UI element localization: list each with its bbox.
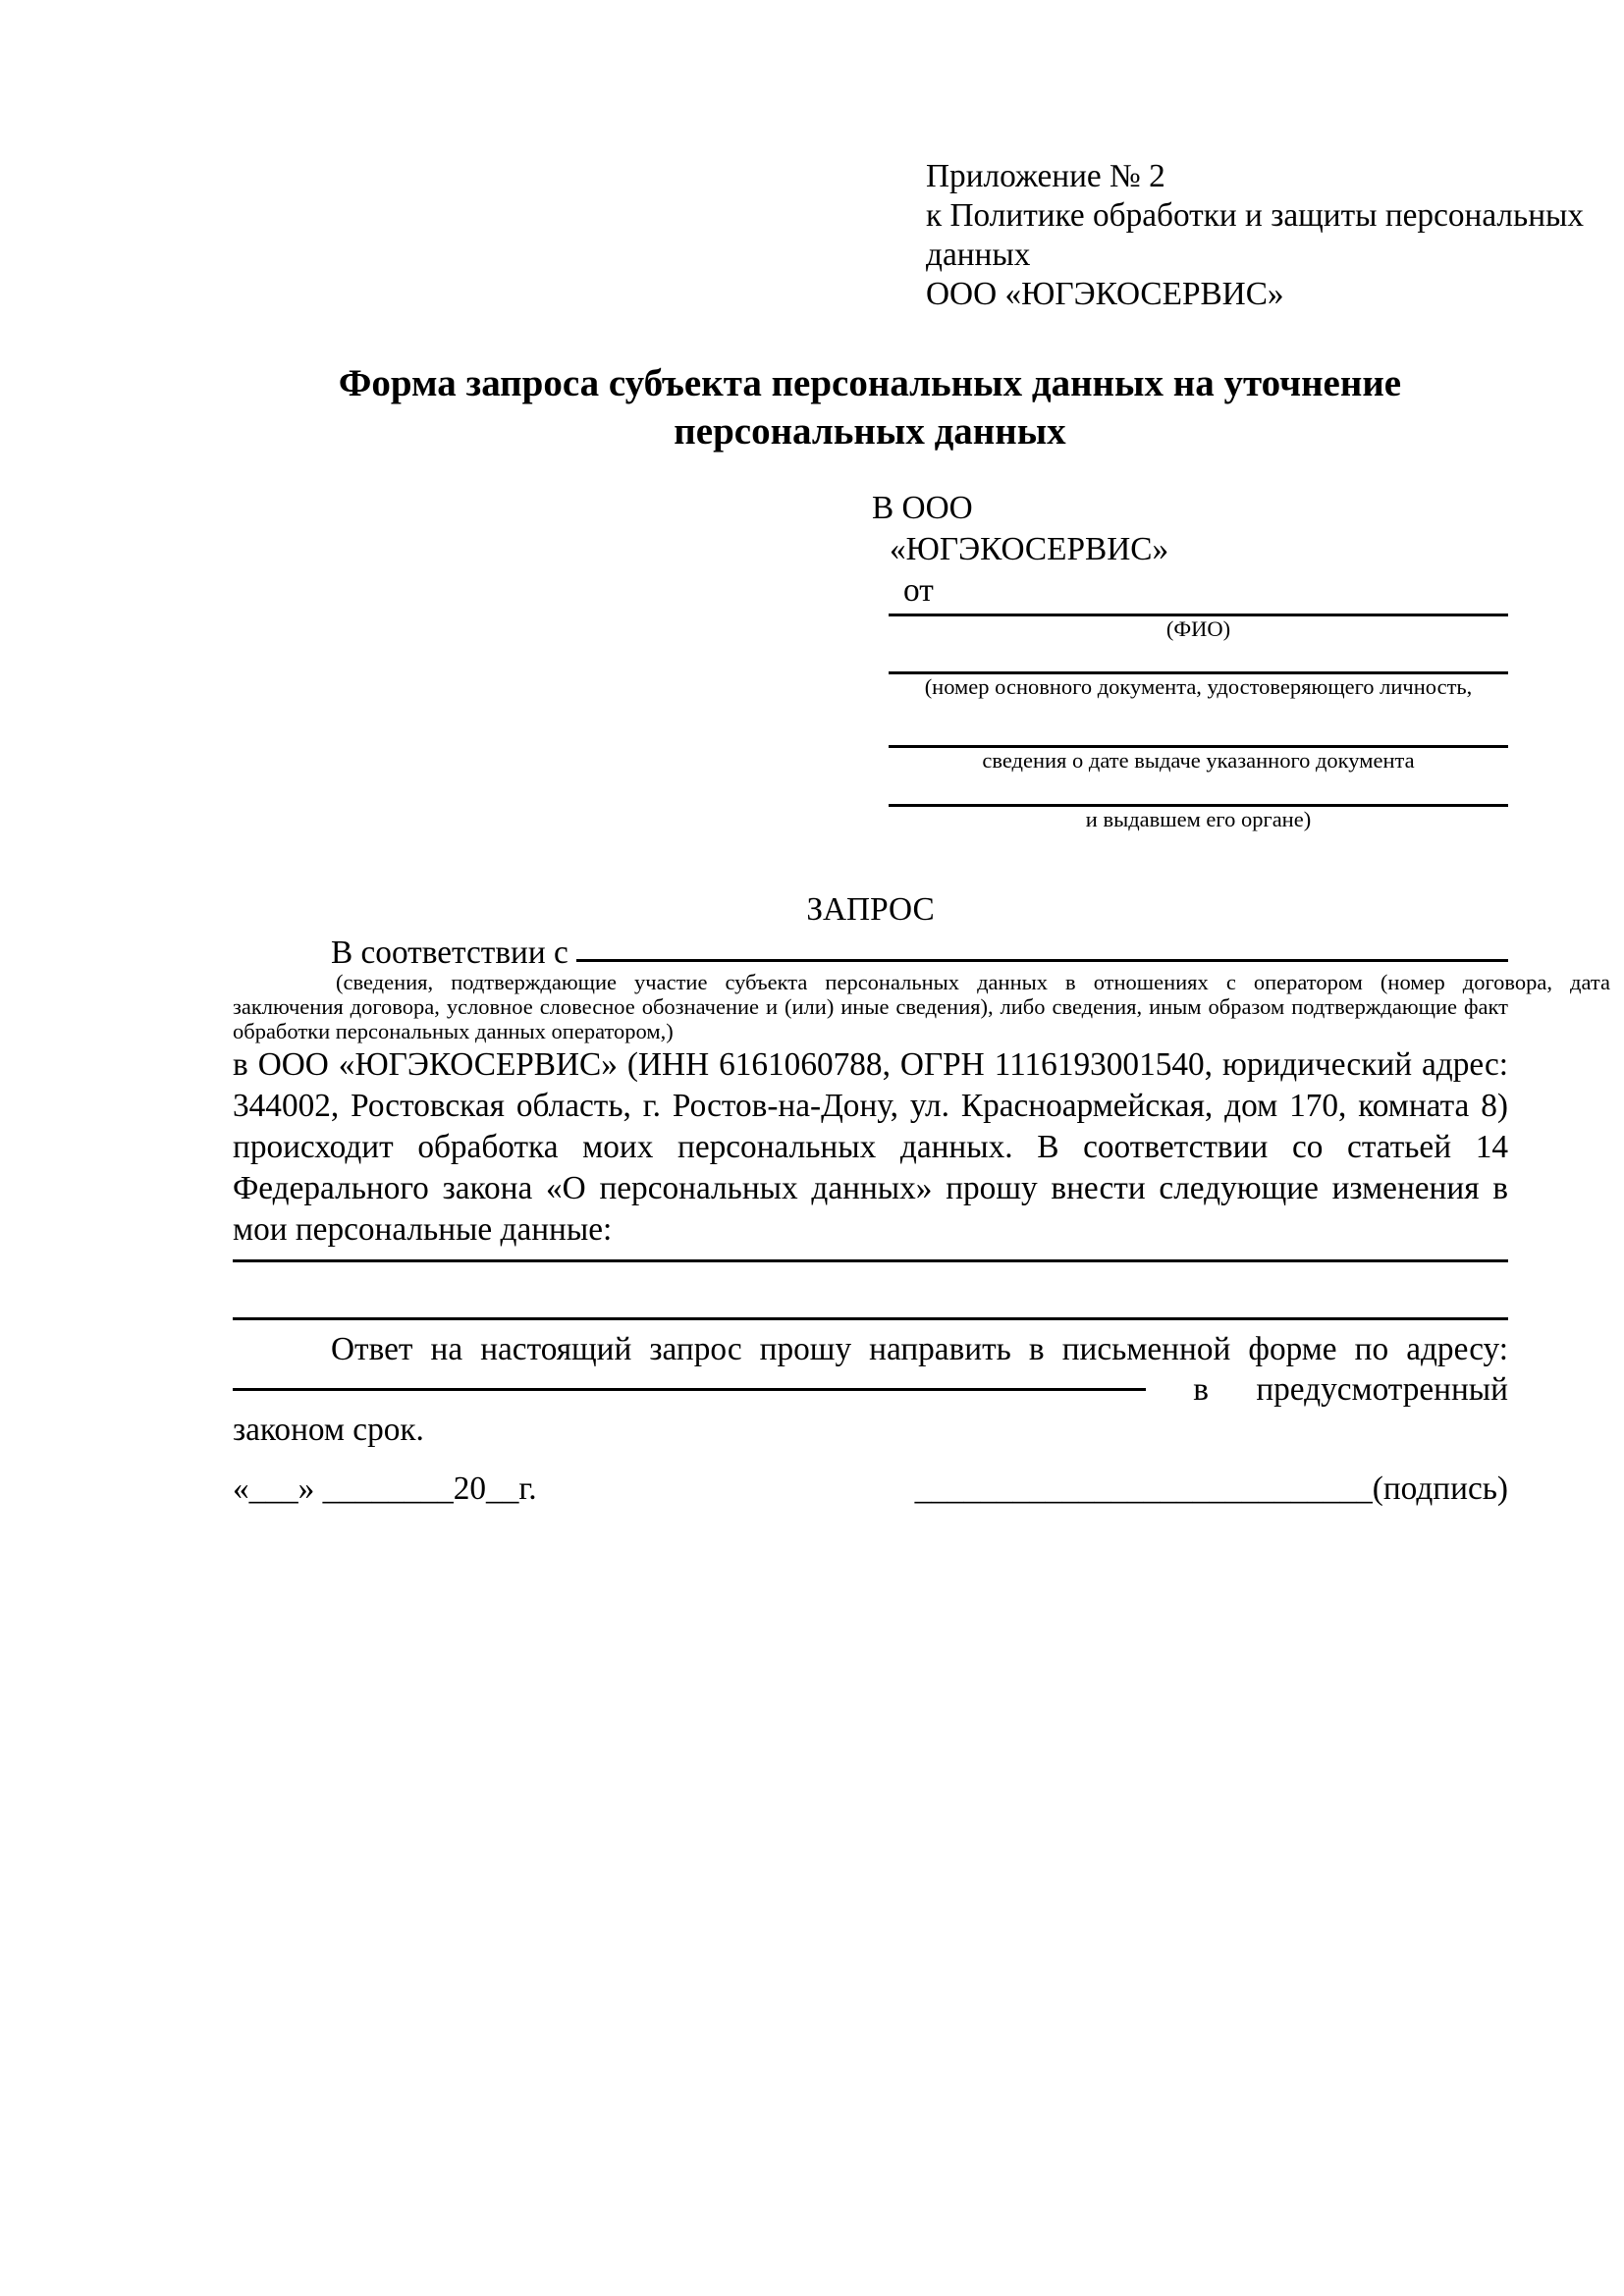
issue-date-input-line[interactable] <box>889 700 1508 748</box>
basis-fine-print <box>233 970 1610 1043</box>
request-heading: ЗАПРОС <box>806 891 935 928</box>
reply-address-sentence: Ответ на настоящий запрос прошу направить в письменной форме по адресу: <box>331 1331 1508 1367</box>
fio-caption: (ФИО) <box>1165 616 1231 641</box>
addressee-block <box>872 488 1508 832</box>
fine-print-line-1: (сведения, подтверждающие участие субъекта персональных данных в отношениях с оператором (номер договора, дата <box>336 970 1610 994</box>
issuing-authority-caption: и выдавшем его органе) <box>1085 807 1312 831</box>
signature-caption: (подпись) <box>1372 1470 1508 1507</box>
basis-lead-text: В соответствии с <box>331 934 568 971</box>
reply-address-row <box>233 1370 1508 1410</box>
addressee-company: «ЮГЭКОСЕРВИС» <box>890 531 1169 567</box>
issue-date-caption: сведения о дате выдаче указанного документа <box>982 748 1415 773</box>
basis-row <box>233 933 1508 974</box>
appendix-policy-line: к Политике обработки и защиты персональных <box>926 197 1585 234</box>
appendix-header <box>926 157 1594 314</box>
date-field[interactable]: «___» ________20__г. <box>233 1470 537 1507</box>
identity-document-input-line[interactable] <box>889 642 1508 674</box>
address-input-line[interactable] <box>233 1370 1146 1391</box>
changes-input-line-1[interactable] <box>233 1259 1508 1262</box>
addressee-to: В ООО <box>872 490 973 526</box>
signature-field[interactable] <box>915 1468 1508 1511</box>
appendix-number: Приложение № 2 <box>926 158 1165 194</box>
addressee-from: от <box>903 572 934 609</box>
page-title: Форма запроса субъекта персональных данных на уточнение персональных данных <box>338 362 1402 453</box>
reply-word-period: предусмотренный <box>1256 1371 1508 1408</box>
identity-document-caption: (номер основного документа, удостоверяющего личность, <box>924 674 1473 699</box>
reply-term-text: законом срок. <box>233 1412 424 1448</box>
fine-print-line-2: заключения договора, условное словесное обозначение и (или) иные сведения), либо сведения, иным образом подтверждающие факт <box>233 994 1508 1019</box>
basis-input-line[interactable] <box>576 933 1508 962</box>
signature-input-line[interactable]: ____________________________ <box>914 1470 1373 1507</box>
fine-print-line-3: обработки персональных данных оператором,) <box>233 1019 674 1043</box>
appendix-company: ООО «ЮГЭКОСЕРВИС» <box>926 276 1284 312</box>
issuing-authority-input-line[interactable] <box>889 774 1508 807</box>
request-body-paragraph: в ООО «ЮГЭКОСЕРВИС» (ИНН 6161060788, ОГРН 1116193001540, юридический адрес: 344002, Ростовская область, г. Ростов-на-Дону, ул. Красноармейская, дом 170, комната 8) происходит обработка моих персональных данных. В соответствии со статьей 14 Федерального закона «О персональных данных» прошу внести следующие изменения в мои персональные данные: <box>233 1046 1508 1248</box>
changes-input-line-2[interactable] <box>233 1317 1508 1320</box>
reply-word-v: в <box>1193 1371 1210 1408</box>
date-signature-row <box>233 1468 1508 1511</box>
appendix-policy-line-2: данных <box>926 237 1031 273</box>
